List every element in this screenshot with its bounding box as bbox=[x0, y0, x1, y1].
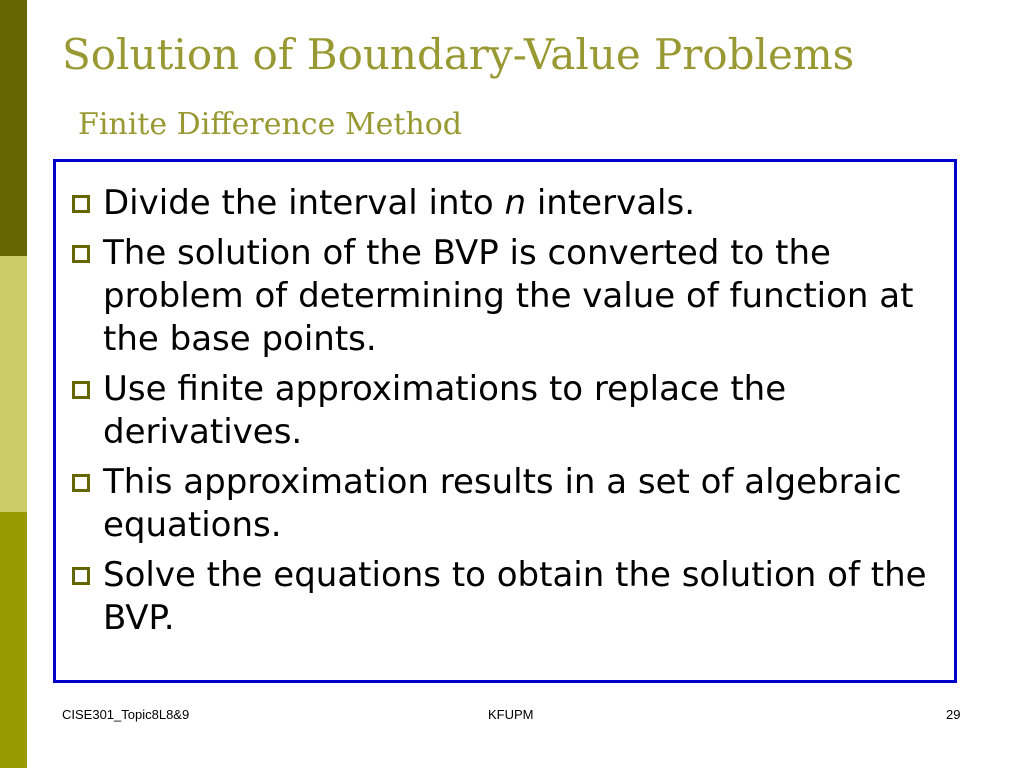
bullet-item bbox=[70, 232, 950, 361]
square-bullet-icon bbox=[72, 195, 90, 213]
bar-segment-light bbox=[0, 256, 27, 512]
square-bullet-icon bbox=[72, 474, 90, 492]
bullet-text: This approximation results in a set of algebraic equations. bbox=[103, 462, 902, 545]
bullet-item bbox=[70, 461, 950, 547]
square-bullet-icon bbox=[72, 381, 90, 399]
left-decorative-bar bbox=[0, 0, 27, 768]
bullet-item bbox=[70, 368, 950, 454]
bullet-text-pre: Divide the interval into bbox=[103, 183, 505, 223]
bullet-text: Solve the equations to obtain the solution of the BVP. bbox=[103, 555, 927, 638]
slide-title: Solution of Boundary-Value Problems bbox=[62, 30, 855, 79]
footer-page-number: 29 bbox=[946, 707, 961, 722]
footer-course-label: CISE301_Topic8L8&9 bbox=[62, 707, 190, 722]
bullet-item bbox=[70, 554, 950, 640]
bullet-text: Use finite approximations to replace the derivatives. bbox=[103, 369, 787, 452]
square-bullet-icon bbox=[72, 245, 90, 263]
bar-segment-mid bbox=[0, 512, 27, 768]
content-box bbox=[53, 159, 957, 683]
square-bullet-icon bbox=[72, 567, 90, 585]
slide-subtitle: Finite Difference Method bbox=[78, 107, 463, 142]
bullet-text: The solution of the BVP is converted to the problem of determining the value of function at the base points. bbox=[103, 233, 914, 359]
bar-segment-dark bbox=[0, 0, 27, 256]
bullet-text-post: intervals. bbox=[526, 183, 696, 223]
footer-institution: KFUPM bbox=[488, 707, 534, 722]
bullet-text-italic: n bbox=[504, 183, 527, 223]
bullet-list bbox=[70, 182, 950, 647]
bullet-item bbox=[70, 182, 950, 225]
